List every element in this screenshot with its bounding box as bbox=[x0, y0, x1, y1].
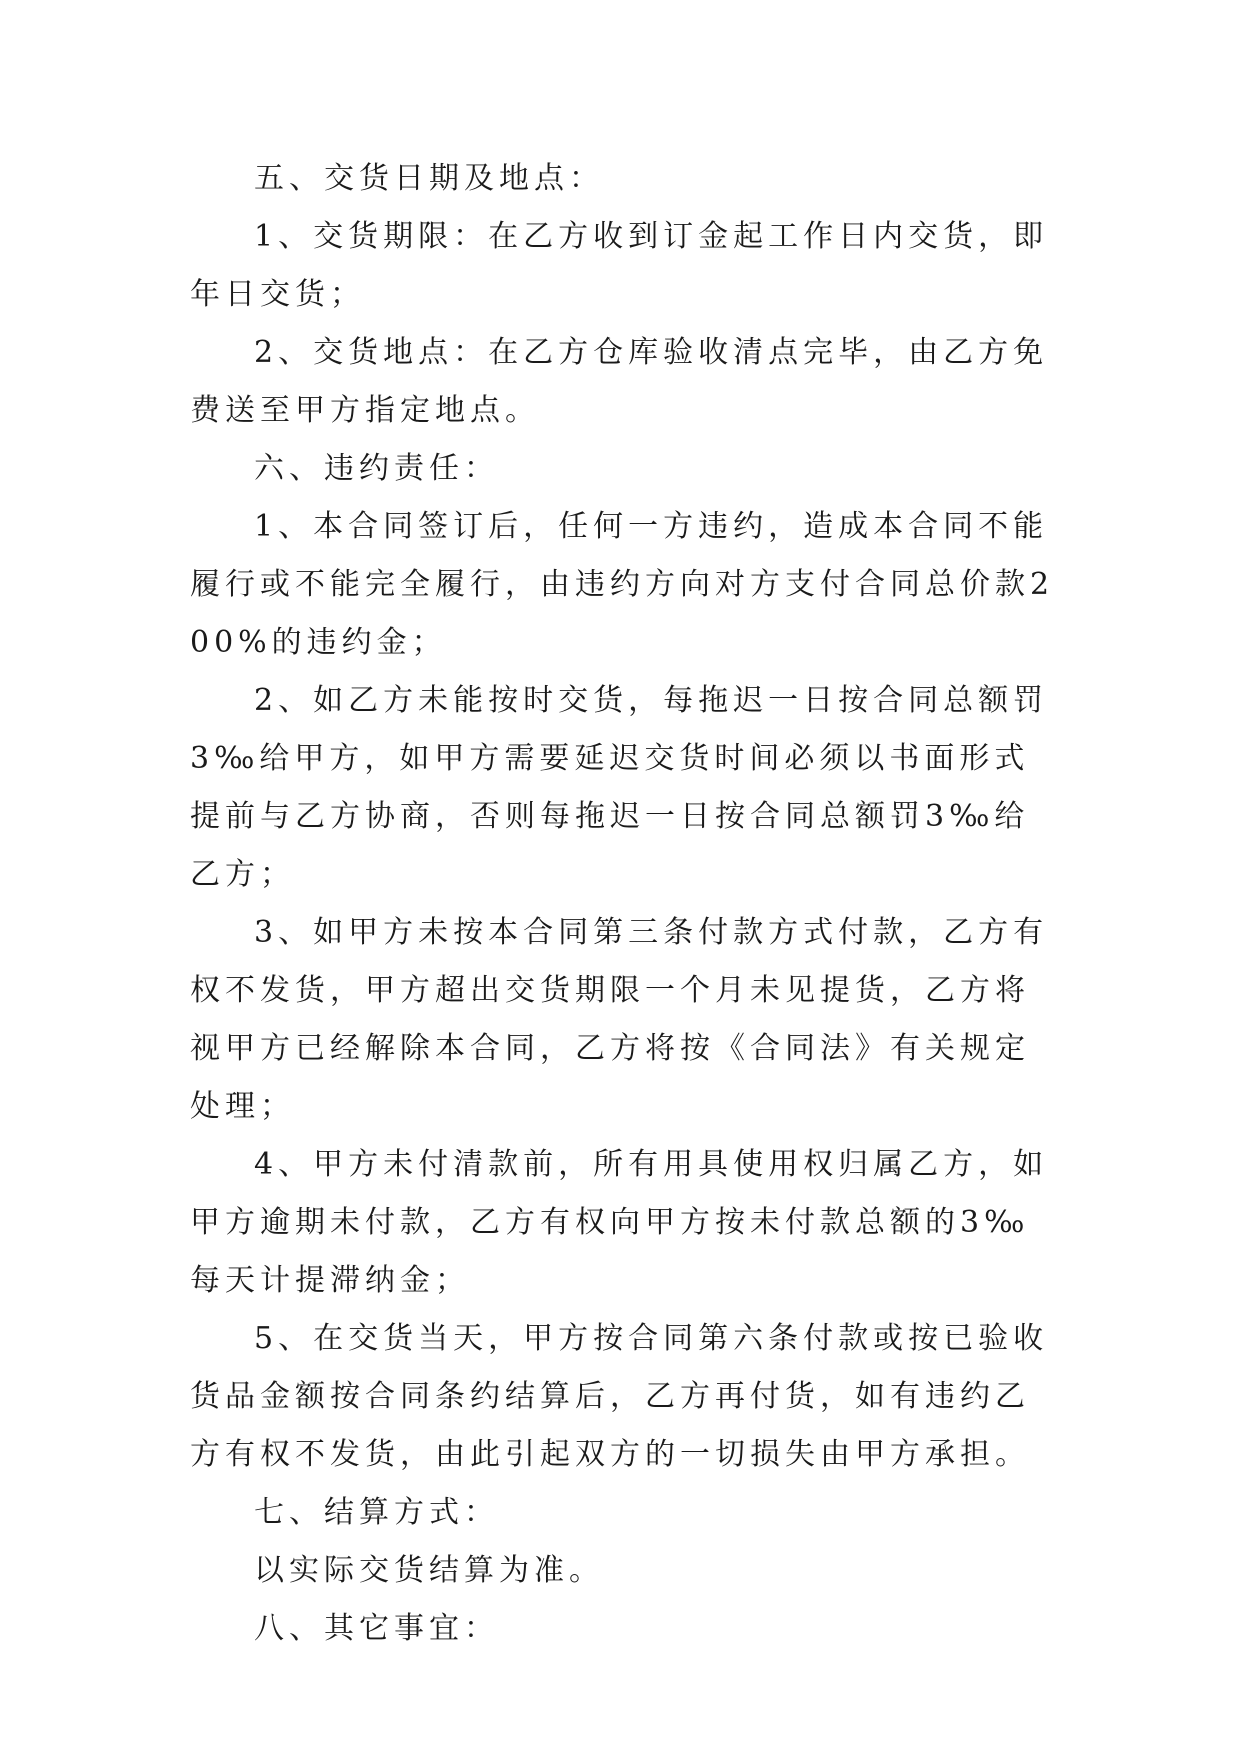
section-heading-other: 八、其它事宜： bbox=[254, 1611, 499, 1646]
clause-liability-1: 1、本合同签订后，任何一方违约，造成本合同不能履行或不能完全履行，由违约方向对方支付合同总价款200%的违约金； bbox=[190, 509, 1055, 660]
clause-delivery-deadline: 1、交货期限：在乙方收到订金起工作日内交货，即年日交货； bbox=[190, 219, 1049, 312]
clause-liability-3: 3、如甲方未按本合同第三条付款方式付款，乙方有权不发货，甲方超出交货期限一个月未见提货，乙方将视甲方已经解除本合同，乙方将按《合同法》有关规定处理； bbox=[190, 915, 1049, 1124]
clause-liability-2: 2、如乙方未能按时交货，每拖迟一日按合同总额罚3‰给甲方，如甲方需要延迟交货时间必须以书面形式提前与乙方协商，否则每拖迟一日按合同总额罚3‰给乙方； bbox=[190, 683, 1049, 892]
clause-liability-5: 5、在交货当天，甲方按合同第六条付款或按已验收货品金额按合同条约结算后，乙方再付货，如有违约乙方有权不发货，由此引起双方的一切损失由甲方承担。 bbox=[190, 1321, 1049, 1472]
clause-liability-4: 4、甲方未付清款前，所有用具使用权归属乙方，如甲方逾期未付款，乙方有权向甲方按未付款总额的3‰每天计提滞纳金； bbox=[190, 1147, 1049, 1298]
section-heading-delivery: 五、交货日期及地点： bbox=[254, 161, 604, 196]
section-heading-liability: 六、违约责任： bbox=[254, 451, 499, 486]
section-heading-settlement: 七、结算方式： bbox=[254, 1495, 499, 1530]
clause-delivery-location: 2、交货地点：在乙方仓库验收清点完毕，由乙方免费送至甲方指定地点。 bbox=[190, 335, 1049, 428]
document-body bbox=[190, 150, 1060, 1658]
clause-settlement: 以实际交货结算为准。 bbox=[254, 1553, 604, 1588]
